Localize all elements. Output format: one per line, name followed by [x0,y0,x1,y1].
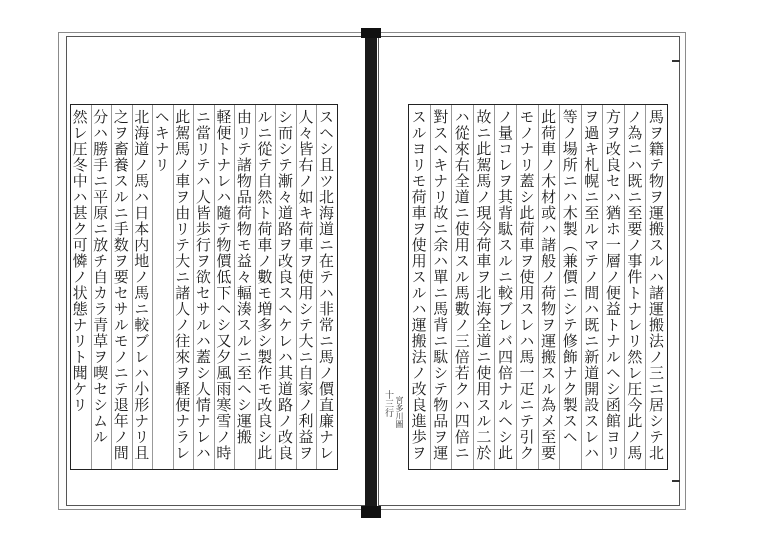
spine-clip-top [361,28,381,38]
text-column: ルニ從テ自然ト荷車ノ數モ増多シ製作モ改良シ此 [255,105,276,469]
right-page-tick [672,60,680,62]
text-column: モノナリ蓋シ此荷車ヲ使用スレハ馬一疋ニテ引ク [516,105,538,469]
margin-note-line-count: 十三行 [383,390,393,417]
text-column: 對スヘキナリ故ニ余ハ單ニ馬背ニ駄シテ物品ヲ運 [430,105,452,469]
text-column: スルヨリモ荷車ヲ使用スルハ運搬法ノ改良進歩ヲ [409,109,428,461]
right-text-frame [408,104,668,470]
text-column: 由リテ諸物品荷物モ益々輻湊スルニ至ヘシ運搬 [234,105,255,469]
book-spine [365,30,377,516]
left-text-frame [70,104,338,470]
text-column: ノ量コレヲ其背駄スルニ較ブレバ四倍ナルヘシ此 [494,105,516,469]
text-column: シ而シテ漸々道路ヲ改良スヘケレハ其道路ノ改良 [275,105,296,469]
text-column: 人々皆右ノ如キ荷車ヲ使用シテ大ニ自家ノ利益ヲ [296,105,317,469]
text-column: 分ハ勝手ニ平原ニ放チ自カラ青草ヲ喫セシムル [91,105,112,469]
text-column: ヘキナリ [152,105,173,469]
text-column: 此荷車ノ木材或ハ諸般ノ荷物ヲ運搬スル為メ至要 [538,105,560,469]
text-column: ニ當リテハ人皆歩行ヲ欲セサルハ蓋シ人情ナレハ [193,105,214,469]
spine-clip-bottom [361,506,381,518]
text-column: 此駕馬ノ車ヲ由リテ大ニ諸人ノ往來ヲ軽便ナラレ [173,105,194,469]
text-column: 北海道ノ馬ハ日本内地ノ馬ニ較ブレハ小形ナリ且 [132,105,153,469]
text-column: 故ニ此駕馬ノ現今荷車ヲ北海全道ニ使用スル二於 [473,105,495,469]
text-column: 等ノ場所ニハ木製（兼價ニシテ修飾ナク製スヘ [559,105,581,469]
text-column: 方ヲ改良セハ猶ホ一層ノ便益トナルヘシ函館ヨリ [602,105,624,469]
text-column: 然レ圧冬中ハ甚ク可憐ノ状態ナリト聞ケリ [71,109,89,413]
text-column: ヲ過キ札幌ニ至ルマテノ間ハ既ニ新道開設スレハ [581,105,603,469]
text-column: 軽便トナレハ隨テ物價低下ヘシ又夕風雨寒雪ノ時 [214,105,235,469]
text-column: 之ヲ畜養スルニ手数ヲ要セサルモノニテ退年ノ間 [111,105,132,469]
right-page-tick [672,480,680,482]
text-column: ハ從來右全道ニ使用スル馬數ノ三倍若クハ四倍ニ [451,105,473,469]
text-column: 馬ヲ籍テ物ヲ運搬スルハ諸運搬法ノ三ニ居シテ北 [645,105,667,469]
text-column: スヘシ且ツ北海道ニ在テハ非常ニ馬ノ價直廉ナレ [316,105,337,469]
text-column: ノ為ニハ既ニ至要ノ事件トナレリ然レ圧今此ノ馬 [624,105,646,469]
margin-note-printer: 宮多川圖 [395,396,404,428]
